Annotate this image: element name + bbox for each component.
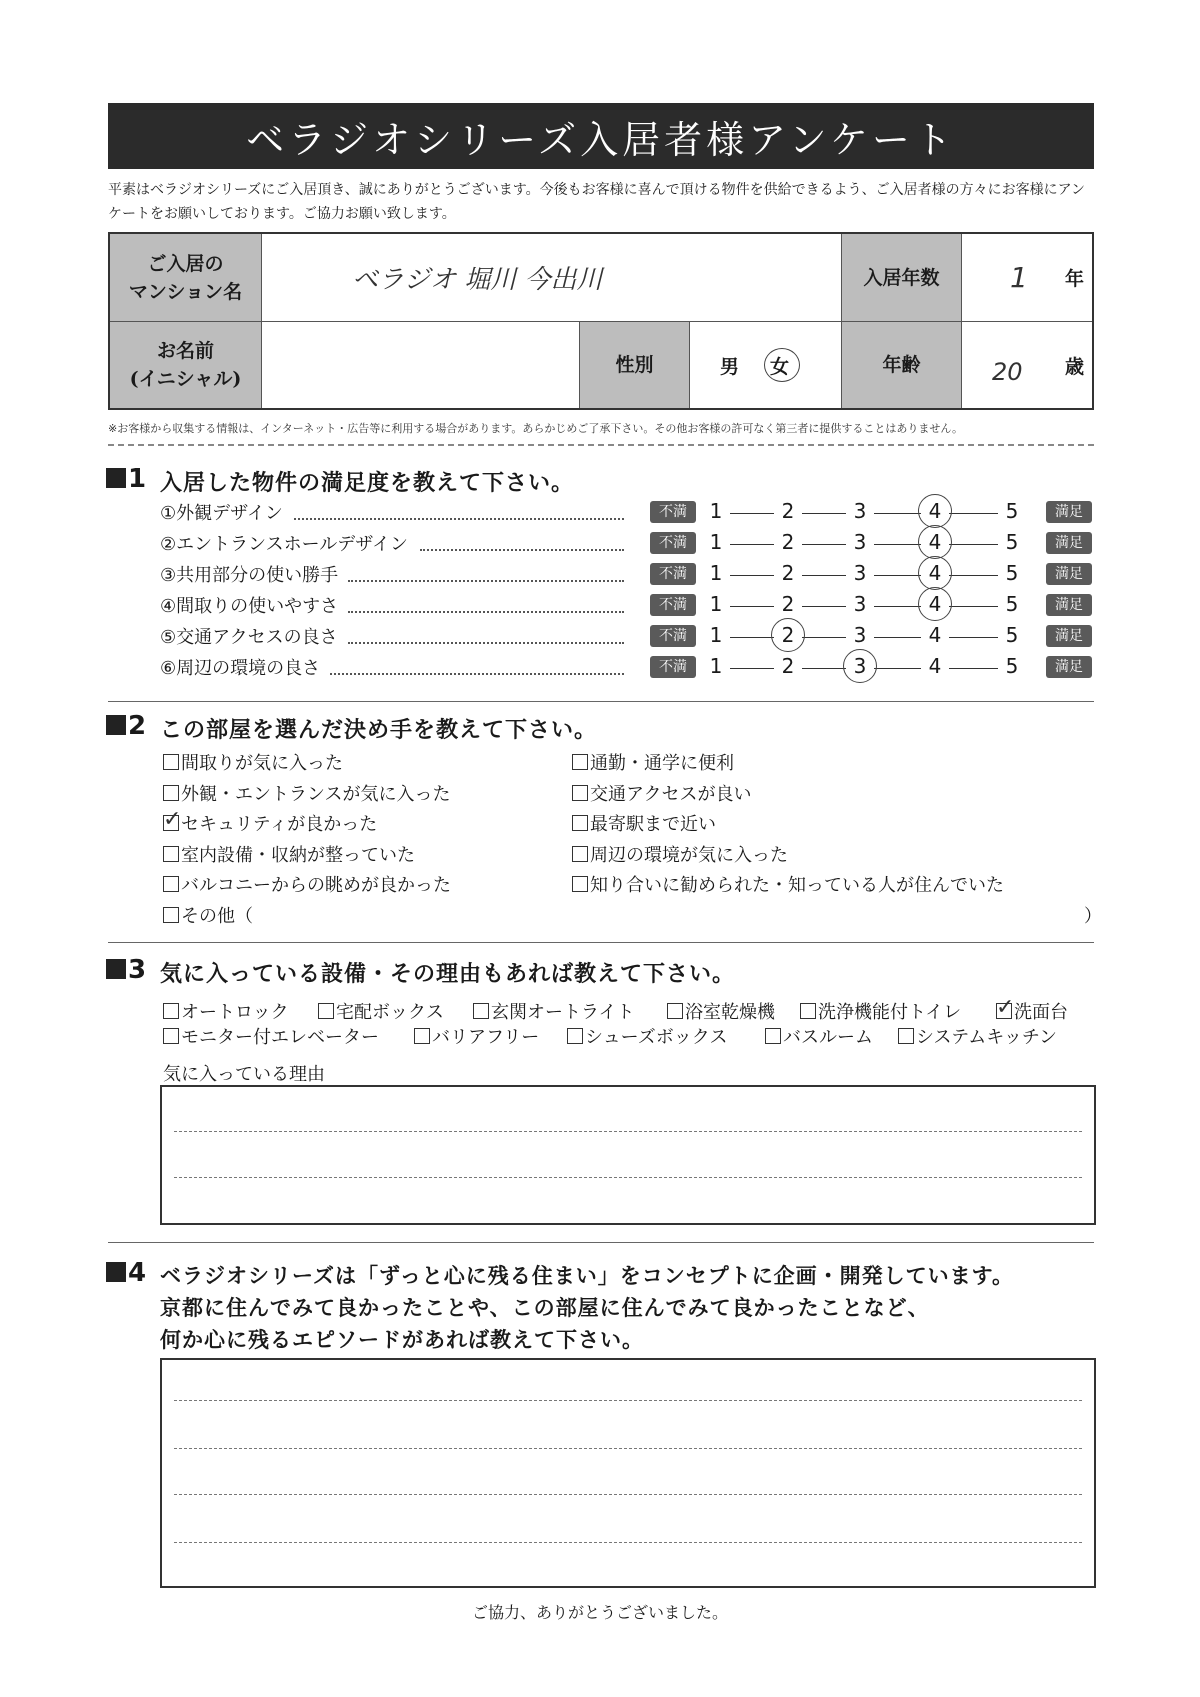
checkbox-label: 周辺の環境が気に入った [590, 844, 788, 866]
checkbox-label: 最寄駅まで近い [590, 814, 716, 835]
checkbox-box[interactable] [800, 1003, 816, 1019]
checkbox-box[interactable] [163, 785, 179, 801]
mansion-name-field[interactable]: ベラジオ 堀川 今出川 [262, 234, 842, 322]
rating-2[interactable]: 2 [781, 499, 795, 523]
section-3-marker: 3 [106, 955, 146, 985]
rating-2[interactable]: 2 [781, 592, 795, 616]
checkbox-label: バスルーム [783, 1027, 873, 1048]
rating-1[interactable]: 1 [709, 623, 723, 647]
checkbox-box[interactable] [667, 1003, 683, 1019]
facility-checkbox[interactable] [567, 1023, 728, 1049]
rating-4[interactable]: 4 [928, 592, 942, 616]
leader-dots [348, 580, 624, 582]
leader-dots [294, 518, 624, 520]
reason-checkbox[interactable] [572, 841, 788, 867]
reason-checkbox[interactable] [572, 780, 751, 806]
rating-3[interactable]: 3 [853, 623, 867, 647]
checkbox-box[interactable] [765, 1028, 781, 1044]
satisfaction-row [160, 499, 1100, 527]
facility-checkbox[interactable] [898, 1023, 1057, 1049]
reason-checkbox[interactable] [572, 871, 1004, 897]
rating-2[interactable]: 2 [781, 654, 795, 678]
scale-dash [874, 575, 921, 576]
checkbox-box[interactable] [163, 1028, 179, 1044]
age-unit: 歳 [1064, 355, 1084, 378]
checkbox-box[interactable] [572, 846, 588, 862]
episode-textbox[interactable] [160, 1358, 1096, 1588]
section-3-title: 気に入っている設備・その理由もあれば教えて下さい。 [160, 961, 736, 987]
satisfied-badge: 満足 [1046, 501, 1092, 523]
checkbox-label: 玄関オートライト [491, 1002, 635, 1023]
scale-dash [949, 544, 998, 545]
rating-3[interactable]: 3 [853, 499, 867, 523]
years-unit: 年 [1064, 268, 1084, 290]
scale-dash [802, 606, 846, 607]
section-4-title: ベラジオシリーズは「ずっと心に残る住まい」をコンセプトに企画・開発しています。 京都に住んでみて良かったことや、この部屋に住んでみて良かったことなど、 何か心に残るエピソードがあれば教えて下さい。 [160, 1263, 1015, 1352]
age-value: 20 [992, 358, 1023, 386]
facility-checkbox[interactable] [800, 998, 961, 1024]
dissatisfied-badge: 不満 [650, 594, 696, 616]
leader-dots [420, 549, 624, 551]
scale-dash [730, 513, 774, 514]
checkbox-label: 間取りが気に入った [181, 753, 343, 774]
info-table [108, 232, 1094, 410]
rating-4[interactable]: 4 [928, 561, 942, 585]
facility-checkbox[interactable] [473, 998, 634, 1024]
checkbox-label: 知り合いに勧められた・知っている人が住んでいた [590, 875, 1004, 896]
checkbox-box[interactable] [996, 1003, 1012, 1019]
checkbox-label: 交通アクセスが良い [590, 783, 752, 805]
reason-label: 気に入っている理由 [163, 1064, 325, 1085]
rating-4[interactable]: 4 [928, 654, 942, 678]
satisfied-badge: 満足 [1046, 625, 1092, 647]
gender-selected-circle [764, 348, 800, 382]
scale-dash [730, 606, 774, 607]
gender-male-option[interactable]: 男 [720, 355, 740, 378]
rating-3[interactable]: 3 [853, 654, 867, 678]
reason-checkbox[interactable] [163, 841, 415, 867]
checkbox-label: 通勤・通学に便利 [590, 753, 734, 774]
reason-checkbox[interactable] [572, 810, 716, 836]
satisfied-badge: 満足 [1046, 656, 1092, 678]
rating-selected-circle [771, 618, 805, 652]
satisfied-badge: 満足 [1046, 532, 1092, 554]
dissatisfied-badge: 不満 [650, 625, 696, 647]
checkbox-label: セキュリティが良かった [181, 814, 378, 835]
rating-1[interactable]: 1 [709, 561, 723, 585]
rating-1[interactable]: 1 [709, 592, 723, 616]
checkbox-label: システムキッチン [916, 1027, 1057, 1048]
rating-selected-circle [918, 494, 952, 528]
dissatisfied-badge: 不満 [650, 501, 696, 523]
divider [108, 1242, 1094, 1243]
satisfaction-row [160, 561, 1100, 589]
rating-selected-circle [843, 649, 877, 683]
scale-dash [730, 544, 774, 545]
checkbox-label: 洗浄機能付トイレ [818, 1002, 962, 1023]
rating-5[interactable]: 5 [1005, 623, 1019, 647]
leader-dots [330, 673, 624, 675]
rating-1[interactable]: 1 [709, 654, 723, 678]
scale-dash [802, 575, 846, 576]
reason-checkbox[interactable] [163, 871, 451, 897]
checkbox-box[interactable] [898, 1028, 914, 1044]
rating-5[interactable]: 5 [1005, 654, 1019, 678]
checkbox-label: 室内設備・収納が整っていた [181, 844, 415, 866]
satisfaction-row [160, 592, 1100, 620]
scale-dash [730, 575, 774, 576]
satisfaction-row [160, 654, 1100, 682]
scale-dash [802, 544, 846, 545]
checkbox-box[interactable] [414, 1028, 430, 1044]
rating-2[interactable]: 2 [781, 530, 795, 554]
name-field[interactable] [262, 322, 580, 408]
rating-3[interactable]: 3 [853, 561, 867, 585]
reason-checkbox[interactable] [163, 749, 343, 775]
section-2-marker: 2 [106, 711, 146, 741]
rating-3[interactable]: 3 [853, 530, 867, 554]
privacy-note: ※お客様から収集する情報は、インターネット・広告等に利用する場合があります。あらかじめご了承下さい。その他お客様の許可なく第三者に提供することはありません。 [108, 422, 964, 435]
rating-5[interactable]: 5 [1005, 530, 1019, 554]
reason-checkbox[interactable] [572, 749, 734, 775]
checkbox-label: 浴室乾燥機 [685, 1002, 775, 1023]
scale-dash [949, 513, 998, 514]
rating-2[interactable]: 2 [781, 623, 795, 647]
facility-checkbox[interactable] [163, 1023, 379, 1049]
section-4-marker: 4 [106, 1258, 146, 1288]
reason-checkbox[interactable] [163, 810, 377, 836]
checkbox-label: 洗面台 [1014, 1002, 1068, 1023]
scale-dash [949, 575, 998, 576]
scale-dash [874, 668, 921, 669]
age-field[interactable] [962, 322, 1092, 408]
rating-3[interactable]: 3 [853, 592, 867, 616]
checkbox-box[interactable] [163, 876, 179, 892]
name-label: お名前 (イニシャル) [110, 322, 262, 408]
checkbox-box[interactable] [163, 846, 179, 862]
checkbox-box[interactable] [572, 754, 588, 770]
checkbox-label: オートロック [181, 1002, 289, 1023]
checkbox-other[interactable]: その他（ [163, 902, 253, 928]
reason-textbox[interactable] [160, 1085, 1096, 1225]
scale-dash [949, 668, 998, 669]
mansion-name-label: ご入居の マンション名 [110, 234, 262, 322]
checkbox-label: シューズボックス [585, 1027, 728, 1048]
dissatisfied-badge: 不満 [650, 532, 696, 554]
facility-checkbox[interactable] [996, 998, 1068, 1024]
checkbox-label: バリアフリー [432, 1027, 540, 1048]
section-1-marker: 1 [106, 464, 146, 494]
rating-2[interactable]: 2 [781, 561, 795, 585]
divider [108, 701, 1094, 702]
survey-title: ベラジオシリーズ入居者様アンケート [108, 103, 1094, 169]
satisfaction-item-label: ③共用部分の使い勝手 [160, 565, 339, 586]
thank-you-footer: ご協力、ありがとうございました。 [471, 1603, 728, 1622]
checkbox-label: 外観・エントランスが気に入った [181, 783, 451, 805]
leader-dots [348, 611, 624, 613]
scale-dash [874, 544, 921, 545]
checkbox-box[interactable] [572, 785, 588, 801]
scale-dash [802, 513, 846, 514]
checkbox-box[interactable] [473, 1003, 489, 1019]
scale-dash [874, 637, 921, 638]
scale-dash [730, 637, 774, 638]
scale-dash [874, 606, 921, 607]
checkbox-box[interactable] [163, 754, 179, 770]
satisfaction-item-label: ①外観デザイン [160, 503, 283, 524]
scale-dash [802, 668, 846, 669]
gender-field[interactable] [690, 322, 842, 408]
intro-text: 平素はベラジオシリーズにご入居頂き、誠にありがとうございます。今後もお客様に喜んで頂ける物件を供給できるよう、ご入居者様の方々にお客様にアンケートをお願いしております。ご協力お願い致します。 [108, 182, 1086, 222]
rating-1[interactable]: 1 [709, 499, 723, 523]
scale-dash [730, 668, 774, 669]
checkbox-box[interactable] [567, 1028, 583, 1044]
satisfied-badge: 満足 [1046, 594, 1092, 616]
facility-checkbox[interactable] [318, 998, 444, 1024]
checkbox-box[interactable] [163, 907, 179, 923]
rating-4[interactable]: 4 [928, 499, 942, 523]
rating-4[interactable]: 4 [928, 530, 942, 554]
gender-label: 性別 [580, 322, 690, 408]
years-value: 1 [1010, 261, 1028, 294]
dissatisfied-badge: 不満 [650, 656, 696, 678]
scale-dash [949, 637, 998, 638]
divider [108, 444, 1094, 446]
other-close-paren: ） [1084, 906, 1102, 927]
age-label: 年齢 [842, 322, 962, 408]
checkbox-box[interactable] [572, 876, 588, 892]
years-label: 入居年数 [842, 234, 962, 322]
checkbox-label: モニター付エレベーター [181, 1027, 379, 1048]
rating-1[interactable]: 1 [709, 530, 723, 554]
satisfaction-row [160, 623, 1100, 651]
checkbox-box[interactable] [163, 1003, 179, 1019]
leader-dots [348, 642, 624, 644]
scale-dash [802, 637, 846, 638]
scale-dash [874, 513, 921, 514]
satisfaction-item-label: ④間取りの使いやすさ [160, 596, 339, 617]
satisfaction-row [160, 530, 1100, 558]
checkbox-label: バルコニーからの眺めが良かった [181, 875, 451, 896]
facility-checkbox[interactable] [163, 998, 289, 1024]
rating-4[interactable]: 4 [928, 623, 942, 647]
divider [108, 942, 1094, 943]
satisfaction-item-label: ⑥周辺の環境の良さ [160, 658, 321, 679]
rating-selected-circle [918, 525, 952, 559]
rating-5[interactable]: 5 [1005, 499, 1019, 523]
rating-5[interactable]: 5 [1005, 592, 1019, 616]
facility-checkbox[interactable] [414, 1023, 539, 1049]
section-1-title: 入居した物件の満足度を教えて下さい。 [160, 470, 575, 496]
gender-female-option[interactable]: 女 [770, 355, 790, 378]
facility-checkbox[interactable] [667, 998, 775, 1024]
years-field[interactable] [962, 234, 1092, 322]
satisfaction-item-label: ⑤交通アクセスの良さ [160, 627, 338, 648]
checkbox-box[interactable] [318, 1003, 334, 1019]
reason-checkbox[interactable] [163, 780, 450, 806]
satisfied-badge: 満足 [1046, 563, 1092, 585]
scale-dash [949, 606, 998, 607]
section-2-title: この部屋を選んだ決め手を教えて下さい。 [160, 717, 598, 743]
facility-checkbox[interactable] [765, 1023, 873, 1049]
satisfaction-item-label: ②エントランスホールデザイン [160, 534, 408, 555]
rating-selected-circle [918, 556, 952, 590]
dissatisfied-badge: 不満 [650, 563, 696, 585]
checkbox-box[interactable] [572, 815, 588, 831]
rating-5[interactable]: 5 [1005, 561, 1019, 585]
checkbox-label: 宅配ボックス [336, 1002, 444, 1023]
checkbox-box[interactable] [163, 815, 179, 831]
rating-selected-circle [918, 587, 952, 621]
